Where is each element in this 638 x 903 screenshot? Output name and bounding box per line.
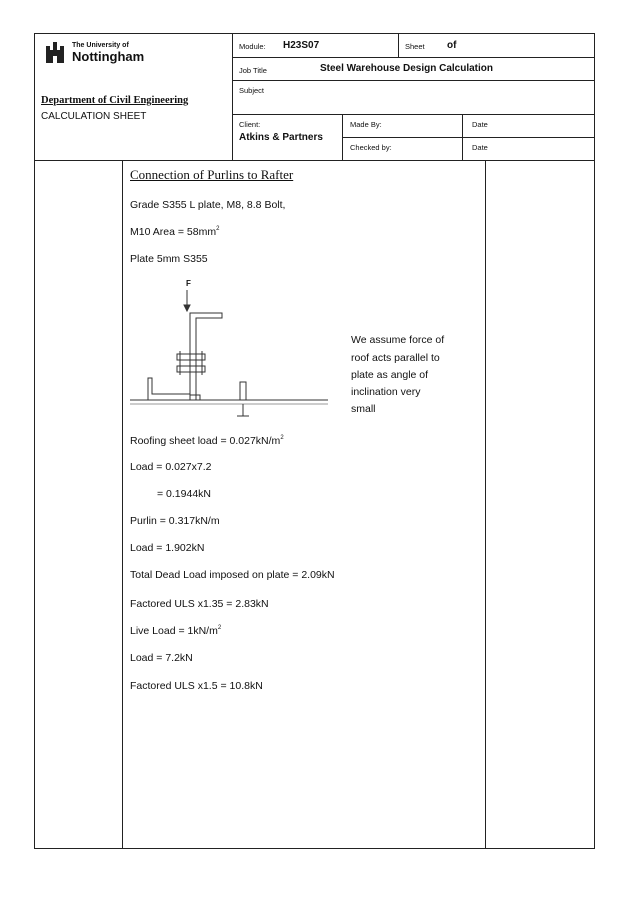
note-line-5: small	[351, 403, 376, 415]
line-load-2: Load = 1.902kN	[130, 542, 205, 554]
client-value: Atkins & Partners	[239, 132, 323, 143]
date-divider	[462, 114, 463, 160]
frame-right	[594, 33, 595, 849]
sheet-divider	[398, 33, 399, 57]
row-line-3	[232, 114, 595, 115]
note-line-4: inclination very	[351, 386, 421, 398]
line-roofing-sup: 2	[280, 435, 284, 441]
checked-by-label: Checked by:	[350, 143, 392, 152]
job-title-value: Steel Warehouse Design Calculation	[320, 63, 494, 74]
line-total: Total Dead Load imposed on plate = 2.09kN	[130, 569, 335, 581]
note-line-2: roof acts parallel to	[351, 352, 440, 364]
line-factored-1: Factored ULS x1.35 = 2.83kN	[130, 598, 269, 610]
line-m10	[130, 226, 219, 238]
job-title-label: Job Title	[239, 66, 267, 75]
row-line-4	[342, 137, 595, 138]
frame-bottom	[34, 848, 595, 849]
line-load-3: Load = 7.2kN	[130, 652, 193, 664]
diagram-force-label: F	[186, 279, 191, 288]
row-line-1	[232, 57, 595, 58]
line-purlin: Purlin = 0.317kN/m	[130, 515, 220, 527]
line-factored-2: Factored ULS x1.5 = 10.8kN	[130, 680, 263, 692]
line-m10-text: M10 Area = 58mm	[130, 226, 217, 238]
section-heading: Connection of Purlins to Rafter	[130, 167, 294, 182]
university-logo	[44, 40, 144, 66]
header-bottom	[34, 160, 595, 161]
date-label-2: Date	[472, 143, 488, 152]
frame-top	[34, 33, 595, 34]
line-roofing-text: Roofing sheet load = 0.027kN/m	[130, 435, 281, 447]
header-divider-v	[232, 33, 233, 160]
note-line-3: plate as angle of	[351, 369, 429, 381]
made-by-label: Made By:	[350, 120, 382, 129]
department-name: Department of Civil Engineering	[41, 95, 189, 106]
line-roofing	[130, 435, 284, 447]
module-value: H23S07	[283, 40, 320, 51]
module-label: Module:	[239, 42, 266, 51]
frame-left	[34, 33, 35, 849]
line-live-text: Live Load = 1kN/m	[130, 625, 218, 637]
logo-line-1: The University of	[72, 42, 129, 49]
client-label: Client:	[239, 120, 261, 129]
row-line-2	[232, 80, 595, 81]
subject-label: Subject	[239, 86, 265, 95]
margin-right-line	[485, 160, 486, 849]
date-label-1: Date	[472, 120, 488, 129]
line-grade: Grade S355 L plate, M8, 8.8 Bolt,	[130, 199, 286, 211]
line-plate: Plate 5mm S355	[130, 253, 208, 265]
connection-diagram	[130, 278, 330, 418]
margin-left-line	[122, 160, 123, 849]
line-load-1: Load = 0.027x7.2	[130, 461, 212, 473]
line-live	[130, 625, 221, 637]
of-label: of	[447, 40, 457, 51]
logo-line-2: Nottingham	[72, 49, 145, 64]
line-load-1b: = 0.1944kN	[157, 488, 211, 500]
client-divider	[342, 114, 343, 160]
sheet-type: CALCULATION SHEET	[41, 111, 147, 122]
sheet-label: Sheet	[405, 42, 425, 51]
castle-crest-icon	[44, 40, 66, 64]
line-live-sup: 2	[217, 625, 222, 631]
note-line-1: We assume force of	[351, 334, 445, 346]
line-m10-sup: 2	[216, 226, 220, 232]
